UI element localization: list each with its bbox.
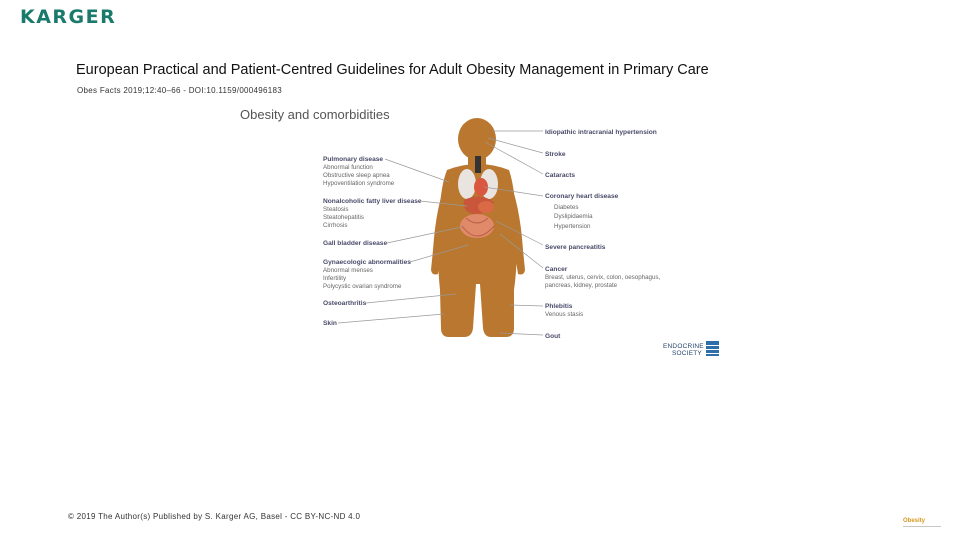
chd-heading: Coronary heart disease (545, 193, 619, 200)
right-labels (545, 129, 660, 340)
cancer-item: Breast, uterus, cervix, colon, oesophagus, (545, 274, 661, 281)
pulmonary-heading: Pulmonary disease (323, 156, 384, 163)
left-labels (323, 156, 422, 327)
karger-logo: KARGER (20, 6, 117, 28)
nafld-item: Steatohepatitis (323, 214, 364, 221)
osteo-heading: Osteoarthritis (323, 300, 367, 307)
phlebitis-item: Venous stasis (545, 311, 584, 318)
pancreatitis-heading: Severe pancreatitis (545, 244, 606, 251)
chd-item: Hypertension (554, 223, 591, 230)
cancer-heading: Cancer (545, 266, 568, 273)
gyn-item: Polycystic ovarian syndrome (323, 283, 402, 290)
svg-text:ENDOCRINE: ENDOCRINE (663, 343, 704, 350)
badge-divider (903, 526, 941, 527)
citation: Obes Facts 2019;12:40–66 - DOI:10.1159/000496183 (77, 86, 283, 95)
phlebitis-heading: Phlebitis (545, 303, 573, 310)
gyn-item: Abnormal menses (323, 267, 373, 274)
journal-badge (903, 518, 941, 527)
cancer-item: pancreas, kidney, prostate (545, 282, 618, 289)
nafld-heading: Nonalcoholic fatty liver disease (323, 198, 422, 205)
gout-heading: Gout (545, 333, 561, 340)
chd-item: Dyslipidaemia (554, 213, 593, 220)
journal-badge-text: Obesity (903, 518, 926, 524)
pulmonary-item: Obstructive sleep apnea (323, 172, 390, 179)
chd-item: Diabetes (554, 204, 579, 211)
nafld-item: Cirrhosis (323, 222, 348, 229)
nafld-item: Steatosis (323, 206, 349, 213)
gyn-heading: Gynaecologic abnormalities (323, 259, 411, 266)
cataracts-heading: Cataracts (545, 172, 576, 179)
pulmonary-item: Hypoventilation syndrome (323, 180, 395, 187)
gyn-item: Infertility (323, 275, 347, 282)
endocrine-society-logo (663, 341, 719, 357)
pulmonary-item: Abnormal function (323, 164, 373, 171)
gallbladder-heading: Gall bladder disease (323, 240, 388, 247)
slide-title: European Practical and Patient-Centred Guidelines for Adult Obesity Management in Primary Care (76, 62, 709, 78)
stroke-heading: Stroke (545, 151, 566, 158)
skin-heading: Skin (323, 320, 337, 327)
copyright-footer: © 2019 The Author(s) Published by S. Karger AG, Basel - CC BY-NC-ND 4.0 (68, 512, 361, 521)
iih-heading: Idiopathic intracranial hypertension (545, 129, 657, 136)
svg-text:SOCIETY: SOCIETY (672, 350, 702, 357)
figure-title: Obesity and comorbidities (240, 107, 390, 122)
